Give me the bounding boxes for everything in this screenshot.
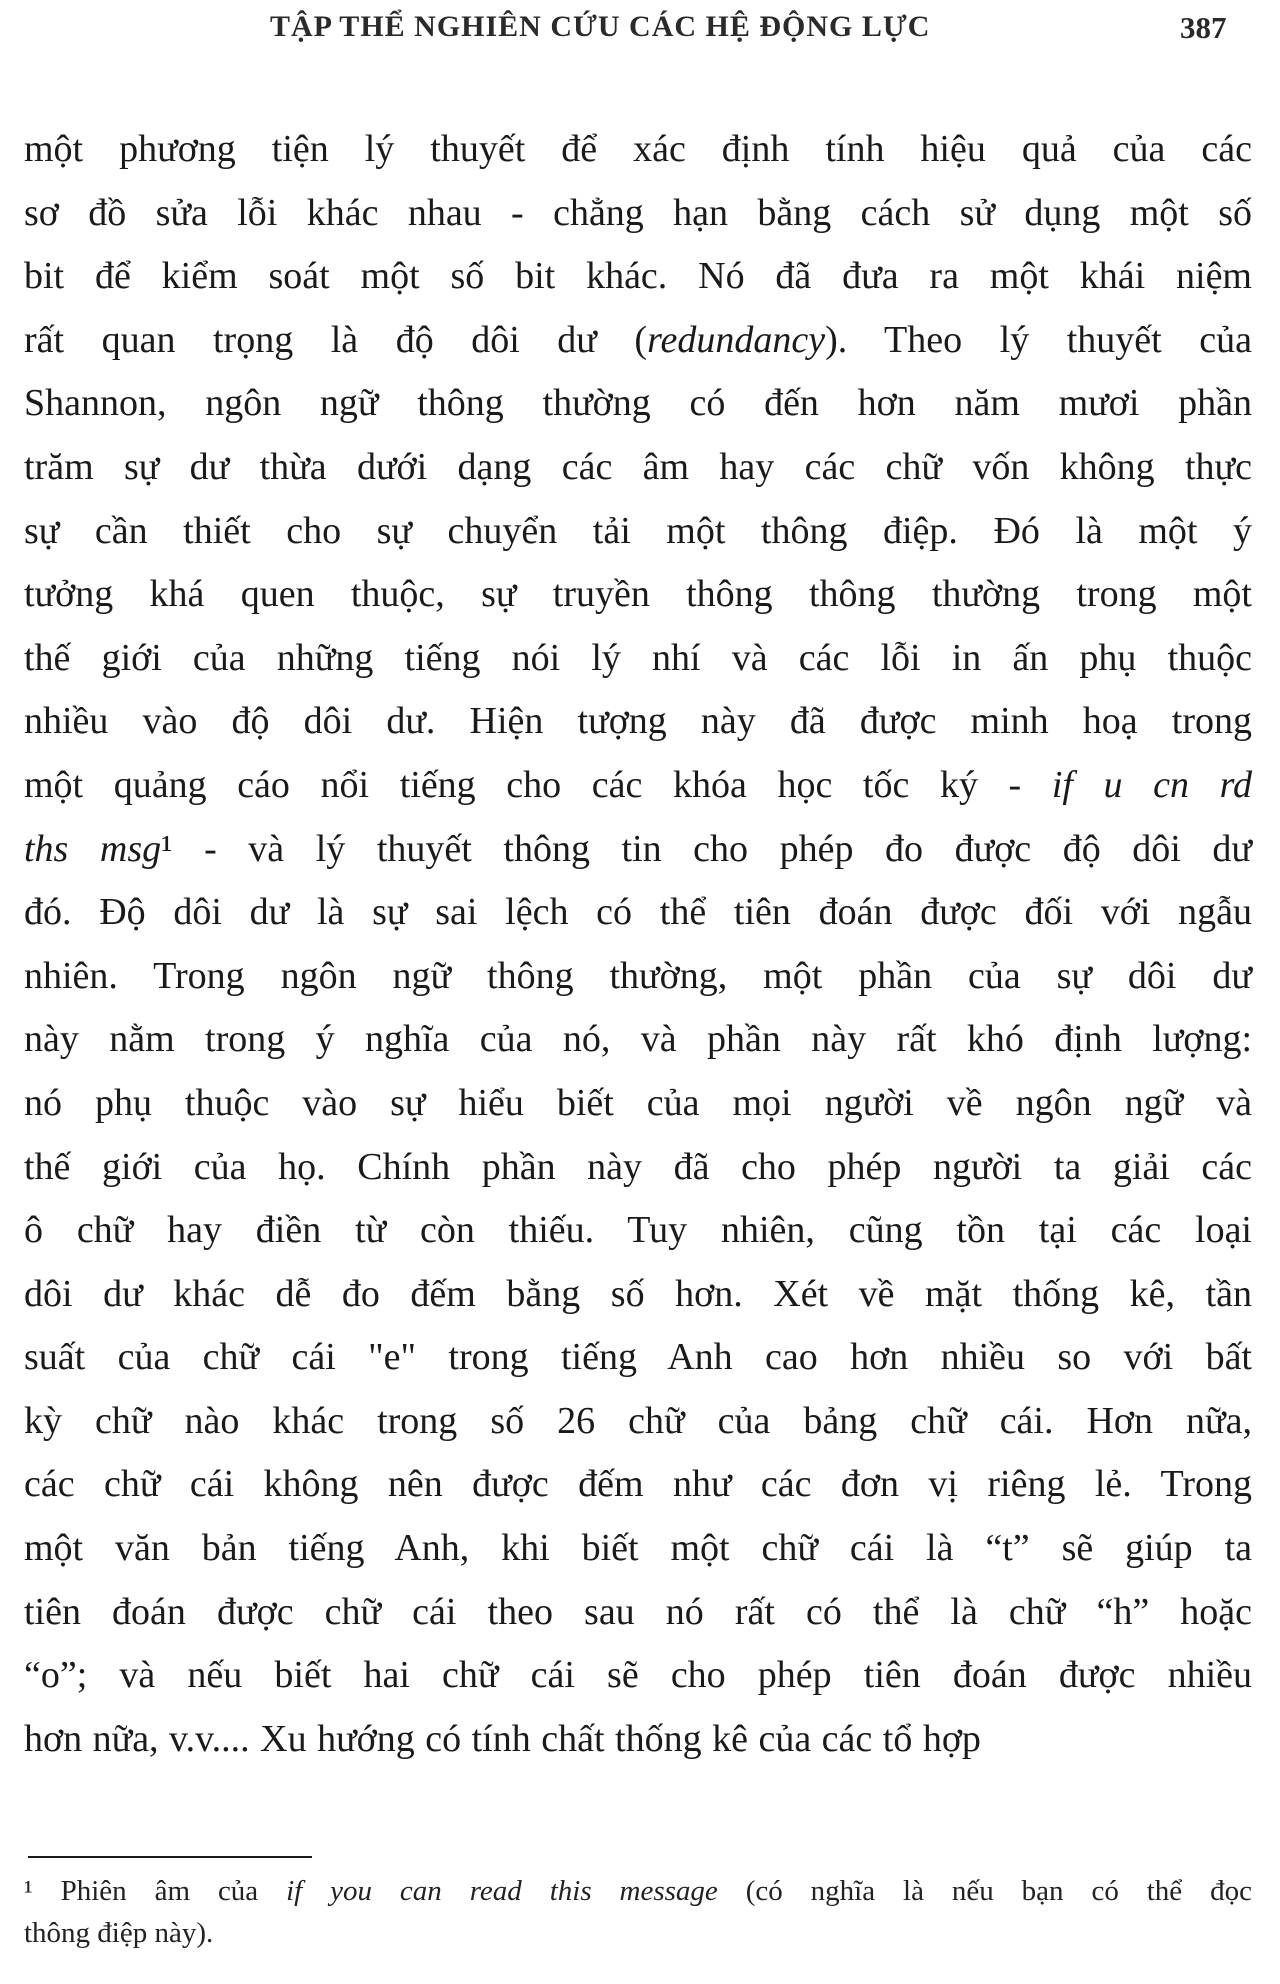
- body-line: [24, 245, 1252, 309]
- text-run: dôi dư khác dễ đo đếm bằng số hơn. Xét về mặt thống kê, tần: [24, 1272, 1252, 1315]
- italic-text: if you can read this message: [286, 1875, 718, 1907]
- italic-text: if u cn rd: [1051, 763, 1253, 806]
- body-line: [24, 1517, 1252, 1581]
- italic-text: ths msg: [24, 827, 162, 870]
- running-header: [0, 10, 1280, 50]
- page-number: 387: [1180, 10, 1227, 45]
- body-line: [24, 881, 1252, 945]
- body-line: [24, 627, 1252, 691]
- text-run: suất của chữ cái "e" trong tiếng Anh cao hơn nhiều so với bất: [24, 1336, 1252, 1379]
- body-line: [24, 372, 1252, 436]
- text-run: ¹ Phiên âm của: [24, 1875, 287, 1907]
- text-run: thế giới của họ. Chính phần này đã cho phép người ta giải các: [24, 1145, 1252, 1188]
- text-run: nhiên. Trong ngôn ngữ thông thường, một phần của sự dôi dư: [24, 954, 1252, 997]
- text-run: sự cần thiết cho sự chuyển tải một thông điệp. Đó là một ý: [24, 509, 1252, 552]
- body-text: [24, 118, 1252, 1771]
- text-run: trăm sự dư thừa dưới dạng các âm hay các chữ vốn không thực: [24, 445, 1252, 488]
- body-line: [24, 1199, 1252, 1263]
- text-run: rất quan trọng là độ dôi dư (: [24, 318, 648, 361]
- text-run: “o”; và nếu biết hai chữ cái sẽ cho phép tiên đoán được nhiều: [24, 1654, 1252, 1697]
- body-line: [24, 500, 1252, 564]
- body-line: [24, 118, 1252, 182]
- body-line: [24, 754, 1252, 818]
- text-run: này nằm trong ý nghĩa của nó, và phần này rất khó định lượng:: [24, 1018, 1252, 1061]
- text-run: ¹ - và lý thuyết thông tin cho phép đo được độ dôi dư: [161, 827, 1252, 870]
- body-line: [24, 1263, 1252, 1327]
- body-line: [24, 563, 1252, 627]
- body-line: [24, 309, 1252, 373]
- text-run: hơn nữa, v.v.... Xu hướng có tính chất thống kê của các tổ hợp: [24, 1717, 981, 1760]
- text-run: kỳ chữ nào khác trong số 26 chữ của bảng chữ cái. Hơn nữa,: [24, 1399, 1252, 1442]
- text-run: (có nghĩa là nếu bạn có thể đọc: [717, 1875, 1252, 1907]
- text-run: thông điệp này).: [24, 1917, 214, 1949]
- text-run: thế giới của những tiếng nói lý nhí và các lỗi in ấn phụ thuộc: [24, 636, 1252, 679]
- body-line: [24, 1136, 1252, 1200]
- body-line: [24, 182, 1252, 246]
- text-run: ô chữ hay điền từ còn thiếu. Tuy nhiên, cũng tồn tại các loại: [24, 1209, 1252, 1252]
- body-line: [24, 818, 1252, 882]
- body-line: [24, 945, 1252, 1009]
- text-run: các chữ cái không nên được đếm như các đơn vị riêng lẻ. Trong: [24, 1463, 1252, 1506]
- body-line: [24, 1008, 1252, 1072]
- text-run: tưởng khá quen thuộc, sự truyền thông thông thường trong một: [24, 573, 1252, 616]
- body-line: [24, 436, 1252, 500]
- body-line: [24, 1581, 1252, 1645]
- text-run: tiên đoán được chữ cái theo sau nó rất có thể là chữ “h” hoặc: [24, 1590, 1252, 1633]
- text-run: một quảng cáo nổi tiếng cho các khóa học tốc ký -: [24, 763, 1052, 806]
- italic-text: redundancy: [647, 318, 826, 361]
- text-run: bit để kiểm soát một số bit khác. Nó đã đưa ra một khái niệm: [24, 255, 1252, 298]
- body-line: [24, 1326, 1252, 1390]
- text-run: nó phụ thuộc vào sự hiểu biết của mọi người về ngôn ngữ và: [24, 1081, 1252, 1124]
- text-run: ). Theo lý thuyết của: [825, 318, 1252, 361]
- body-line: [24, 1453, 1252, 1517]
- body-line: [24, 1390, 1252, 1454]
- body-line: [24, 1644, 1252, 1708]
- footnotes: [24, 1870, 1252, 1954]
- footnote-line: [24, 1870, 1252, 1912]
- text-run: một phương tiện lý thuyết để xác định tính hiệu quả của các: [24, 128, 1252, 170]
- footnote-separator: [28, 1856, 312, 1858]
- text-run: một văn bản tiếng Anh, khi biết một chữ cái là “t” sẽ giúp ta: [24, 1527, 1252, 1570]
- body-line: [24, 1072, 1252, 1136]
- text-run: sơ đồ sửa lỗi khác nhau - chẳng hạn bằng cách sử dụng một số: [24, 191, 1252, 234]
- body-line: [24, 690, 1252, 754]
- body-line: [24, 1708, 1252, 1772]
- text-run: nhiều vào độ dôi dư. Hiện tượng này đã được minh hoạ trong: [24, 700, 1252, 743]
- text-run: đó. Độ dôi dư là sự sai lệch có thể tiên đoán được đối với ngẫu: [24, 891, 1252, 934]
- text-run: Shannon, ngôn ngữ thông thường có đến hơn năm mươi phần: [24, 382, 1252, 425]
- footnote-line: [24, 1912, 1252, 1954]
- chapter-title: TẬP THỂ NGHIÊN CỨU CÁC HỆ ĐỘNG LỰC: [270, 10, 931, 43]
